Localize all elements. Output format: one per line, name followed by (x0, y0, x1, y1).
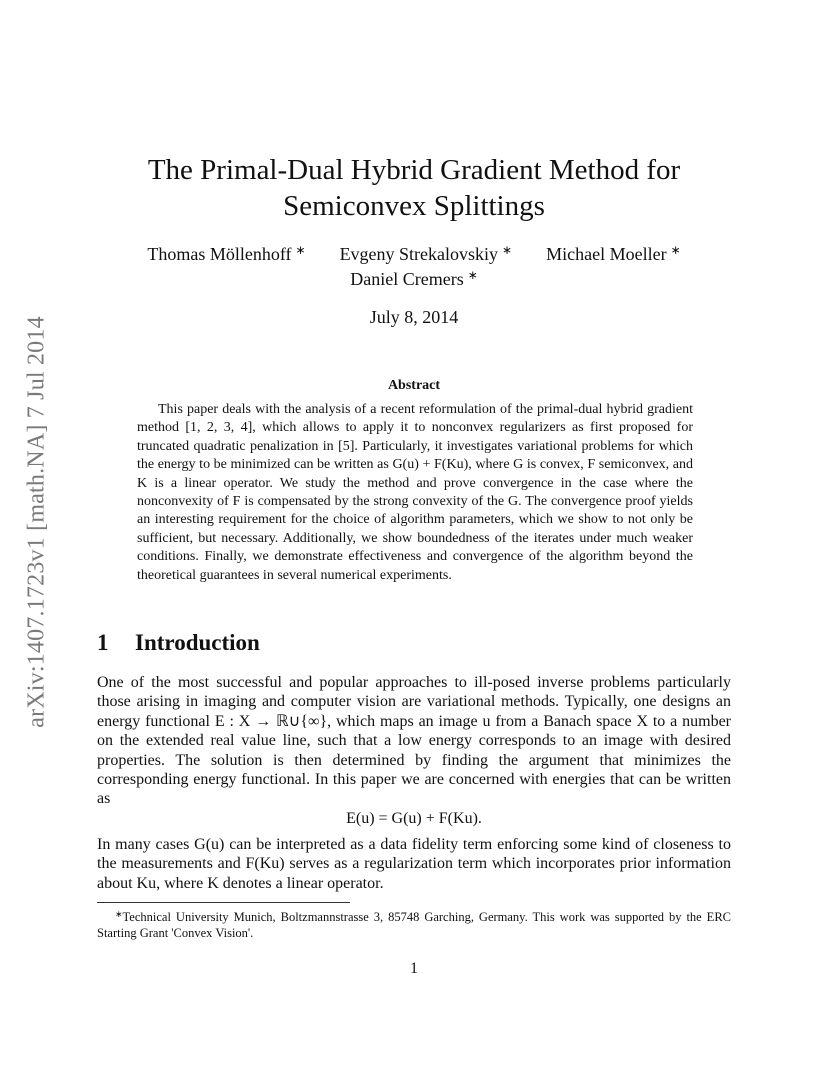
author-name: Daniel Cremers (350, 269, 464, 289)
section-number: 1 (97, 630, 109, 655)
section-title: Introduction (135, 630, 260, 655)
paper-title (100, 152, 728, 224)
affiliation-mark: ∗ (502, 243, 513, 257)
affiliation-mark: ∗ (670, 243, 681, 257)
page-number: 1 (410, 960, 418, 977)
abstract-heading: Abstract (387, 378, 441, 393)
author (350, 269, 478, 289)
arxiv-identifier-stamp: arXiv:1407.1723v1 [math.NA] 7 Jul 2014 (23, 316, 50, 728)
intro-paragraph-1: One of the most successful and popular approaches to ill-posed inverse problems particularly those arising in imaging and computer vision are variational methods. Typically, one designs an energy functional E : X → ℝ∪{∞}, which maps an image u from a Banach space X to a number on the extended real value line, such that a low energy corresponds to an image with desired properties. The solution is then determined by finding the argument that minimizes the corresponding energy functional. In this paper we are concerned with energies that can be written as (97, 674, 731, 808)
section-heading (97, 630, 731, 656)
publication-date: July 8, 2014 (369, 307, 459, 327)
affiliation-mark: ∗ (295, 243, 306, 257)
author-name: Thomas Möllenhoff (147, 244, 292, 264)
abstract-text: This paper deals with the analysis of a recent reformulation of the primal-dual hybrid gradient method [1, 2, 3, 4], which allows to apply it to nonconvex regularizers as first proposed for truncated quadratic penalization in [5]. Particularly, it investigates variational problems for which the energy to be minimized can be written as G(u) + F(Ku), where G is convex, F semiconvex, and K is a linear operator. We study the method and prove convergence in the case where the nonconvexity of F is compensated by the strong convexity of the G. The convergence proof yields an interesting requirement for the choice of algorithm parameters, which we show to not only be sufficient, but necessary. Additionally, we show boundedness of the iterates under much weaker conditions. Finally, we demonstrate effectiveness and convergence of the algorithm beyond the theoretical guarantees in several numerical experiments. (137, 402, 693, 583)
author-list-row-2 (100, 268, 728, 290)
footnote-mark: ∗ (115, 909, 123, 919)
author (546, 243, 681, 265)
author-list (100, 243, 728, 265)
author-name: Michael Moeller (546, 244, 667, 264)
title-line-1: The Primal-Dual Hybrid Gradient Method for (147, 154, 681, 186)
footnote (97, 906, 731, 941)
display-equation: E(u) = G(u) + F(Ku). (346, 810, 482, 827)
author (147, 243, 305, 265)
title-line-2: Semiconvex Splittings (283, 190, 545, 222)
footnote-divider (97, 902, 350, 903)
author (340, 243, 513, 265)
author-name: Evgeny Strekalovskiy (339, 244, 499, 264)
intro-paragraph-2: In many cases G(u) can be interpreted as a data fidelity term enforcing some kind of closeness to the measurements and F(Ku) serves as a regularization term which incorporates prior information about Ku, where K denotes a linear operator. (97, 836, 731, 892)
affiliation-mark: ∗ (467, 268, 478, 282)
footnote-text: Technical University Munich, Boltzmannstrasse 3, 85748 Garching, Germany. This work was supported by the ERC Starting Grant 'Convex Vision'. (97, 910, 731, 940)
